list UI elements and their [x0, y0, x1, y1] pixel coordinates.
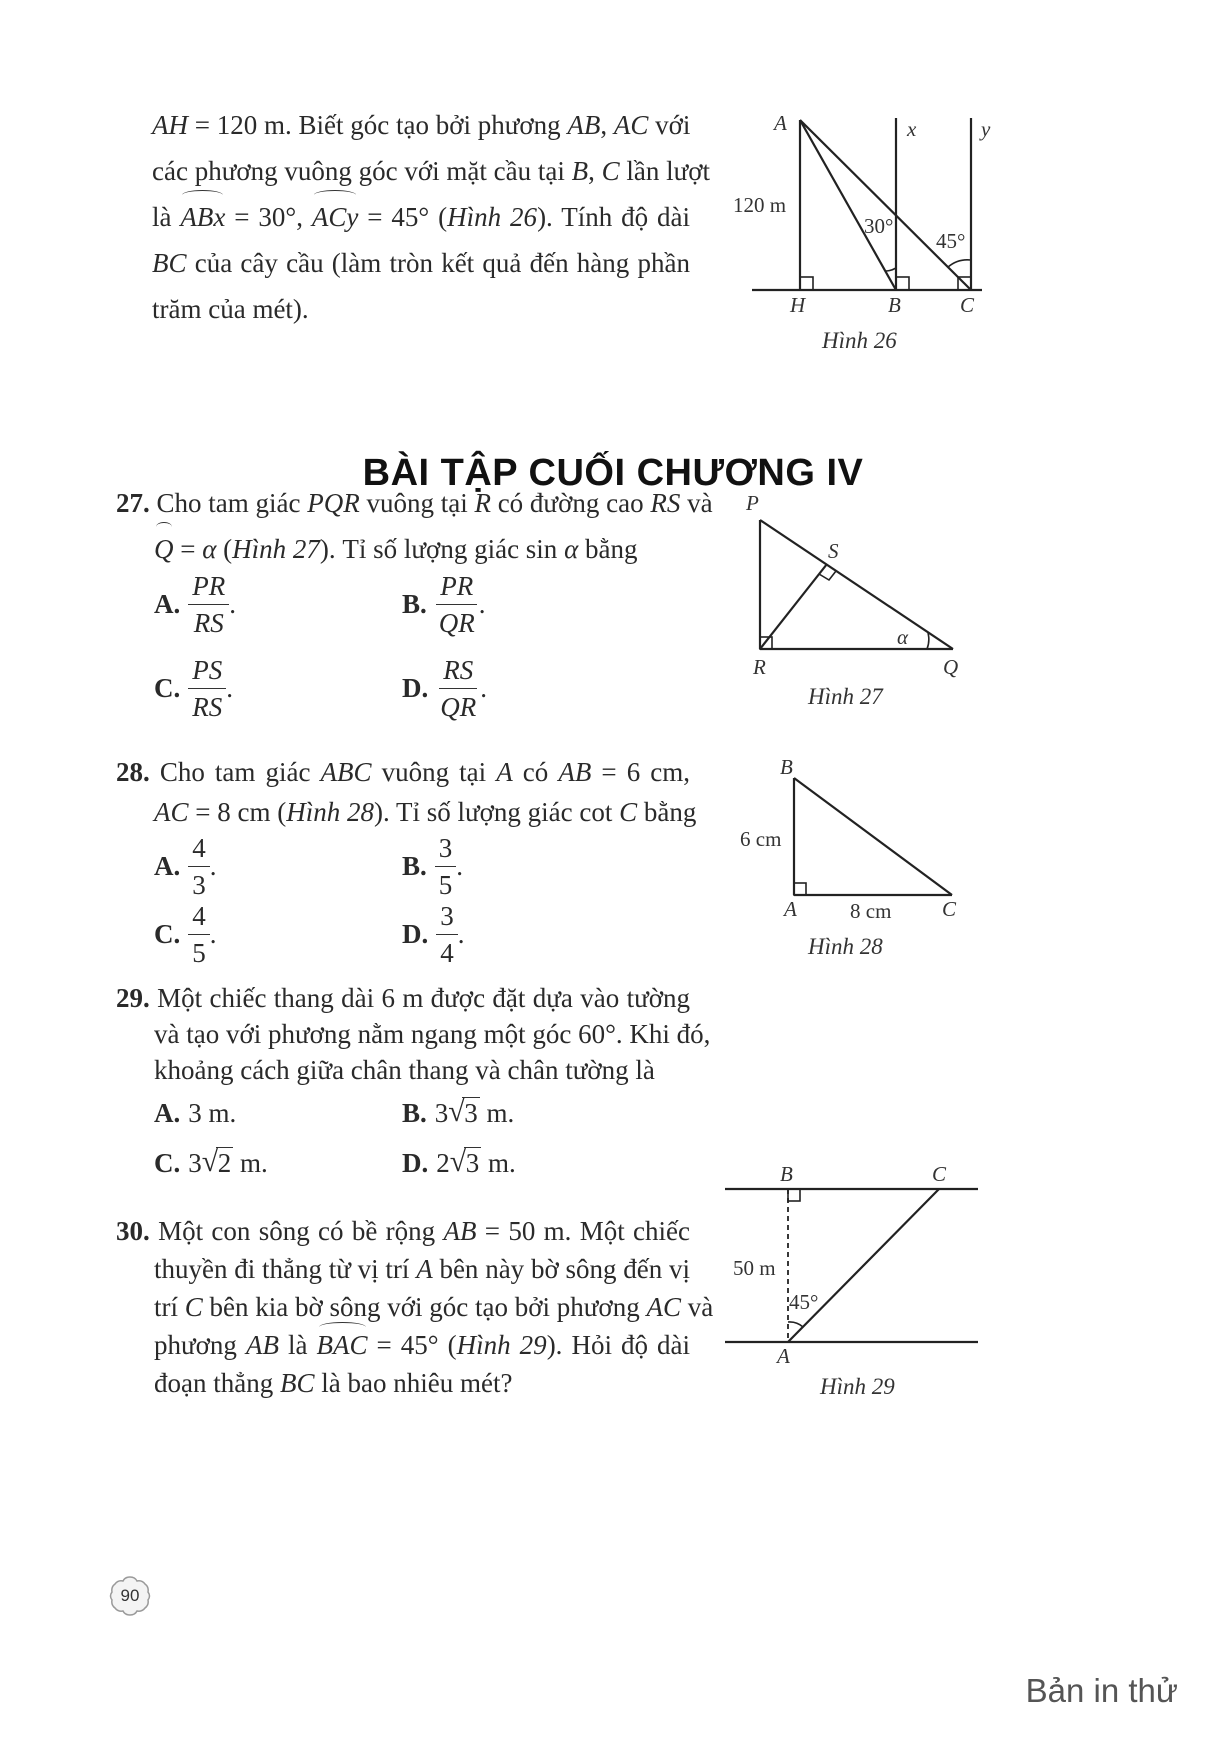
fig26-label-y: y: [981, 117, 991, 141]
fig27-label-P: P: [746, 491, 759, 515]
problem-26-line-1: AH = 120 m. Biết góc tạo bởi phương AB, AC với: [152, 110, 691, 140]
q28-option-d[interactable]: D. $\frac{3}{4}$ .: [402, 901, 465, 968]
q29-line-1: 29. Một chiếc thang dài 6 m được đặt dựa vào tường: [116, 983, 690, 1013]
question-28: [116, 752, 697, 832]
question-30: [116, 1212, 714, 1402]
fig28-label-C: C: [942, 897, 957, 921]
fig28-caption: Hình 28: [808, 934, 883, 959]
q29-line-3: khoảng cách giữa chân thang và chân tường là: [154, 1055, 655, 1085]
fig27-label-R: R: [753, 655, 766, 679]
q27-option-d[interactable]: D. $\frac{RS}{QR}$ .: [402, 655, 487, 722]
fig27-label-alpha: α: [897, 625, 909, 649]
figure-27: [735, 488, 975, 688]
problem-26-line-5: trăm của mét).: [152, 294, 309, 324]
fig26-label-30deg: 30°: [864, 214, 894, 238]
question-29: [116, 980, 711, 1088]
problem-26-text: [152, 102, 710, 332]
q29-option-d[interactable]: D. 2 √ 3 m.: [402, 1145, 516, 1178]
fig26-label-B: B: [888, 293, 901, 317]
fig26-label-x: x: [907, 117, 917, 141]
chapter-heading: BÀI TẬP CUỐI CHƯƠNG IV: [362, 452, 864, 494]
proof-mark: Bản in thử: [1025, 1672, 1178, 1709]
fig26-label-A: A: [774, 111, 787, 135]
problem-26-line-2: các phương vuông góc với mặt cầu tại B, C lần lượt: [152, 156, 710, 186]
q27-option-a[interactable]: A. $\frac{PR}{RS}$ .: [154, 571, 236, 638]
q29-option-c[interactable]: C. 3 √ 2 m.: [154, 1145, 268, 1178]
q30-line-2: thuyền đi thẳng từ vị trí A bên này bờ sông đến vị: [154, 1254, 690, 1284]
fig29-label-45deg: 45°: [789, 1290, 819, 1314]
fig26-label-height: 120 m: [733, 193, 787, 217]
problem-26-line-3: là ABx = 30°, ACy = 45° (Hình 26). Tính độ dài: [152, 194, 690, 240]
fig27-label-Q: Q: [943, 655, 959, 679]
fig26-caption: Hình 26: [822, 328, 897, 353]
q28-line-2: AC = 8 cm (Hình 28). Tỉ số lượng giác cot C bằng: [154, 797, 697, 827]
q27-option-b[interactable]: B. $\frac{PR}{QR}$ .: [402, 571, 486, 638]
fig29-label-C: C: [932, 1162, 947, 1186]
fig28-label-A: A: [784, 897, 797, 921]
q30-line-3: trí C bên kia bờ sông với góc tạo bởi phương AC và: [154, 1292, 714, 1322]
q30-line-1: 30. Một con sông có bề rộng AB = 50 m. Một chiếc: [116, 1216, 690, 1246]
q29-option-b[interactable]: B. 3 √ 3 m.: [402, 1095, 515, 1128]
q28-option-c[interactable]: C. $\frac{4}{5}$ .: [154, 901, 217, 968]
q28-option-a[interactable]: A. $\frac{4}{3}$ .: [154, 833, 217, 900]
q28-line-1: 28. Cho tam giác ABC vuông tại A có AB = 6 cm,: [116, 757, 690, 787]
question-27: [116, 480, 713, 572]
fig28-label-B: B: [780, 755, 793, 779]
figure-29: [715, 1155, 985, 1365]
fig26-label-H: H: [790, 293, 806, 317]
q30-line-5: đoạn thẳng BC là bao nhiêu mét?: [154, 1368, 513, 1398]
page-number-badge: [108, 1574, 152, 1618]
q29-line-2: và tạo với phương nằm ngang một góc 60°. Khi đó,: [154, 1019, 711, 1049]
fig27-label-S: S: [828, 539, 839, 563]
fig27-caption: Hình 27: [808, 684, 883, 709]
fig29-label-width: 50 m: [733, 1256, 776, 1280]
q27-line-2: Q = α (Hình 27). Tỉ số lượng giác sin α bằng: [116, 526, 690, 572]
fig28-label-ab: 6 cm: [740, 827, 782, 851]
problem-26-line-4: BC của cây cầu (làm tròn kết quả đến hàng phần: [152, 248, 690, 278]
fig26-label-C: C: [960, 293, 975, 317]
fig28-label-ac: 8 cm: [850, 899, 892, 923]
q29-option-a[interactable]: A. 3 m.: [154, 1098, 237, 1128]
fig29-label-A: A: [777, 1344, 790, 1365]
fig29-label-B: B: [780, 1162, 793, 1186]
page-number: 90: [120, 1586, 140, 1605]
q30-line-4: phương AB là BAC = 45° (Hình 29). Hỏi độ dài: [116, 1326, 690, 1364]
figure-28: [730, 752, 970, 932]
fig26-label-45deg: 45°: [936, 229, 966, 253]
q27-line-1: 27. Cho tam giác PQR vuông tại R có đường cao RS và: [116, 488, 713, 518]
fig29-caption: Hình 29: [820, 1374, 895, 1399]
q28-option-b[interactable]: B. $\frac{3}{5}$ .: [402, 833, 464, 900]
q27-option-c[interactable]: C. $\frac{PS}{RS}$ .: [154, 655, 233, 722]
